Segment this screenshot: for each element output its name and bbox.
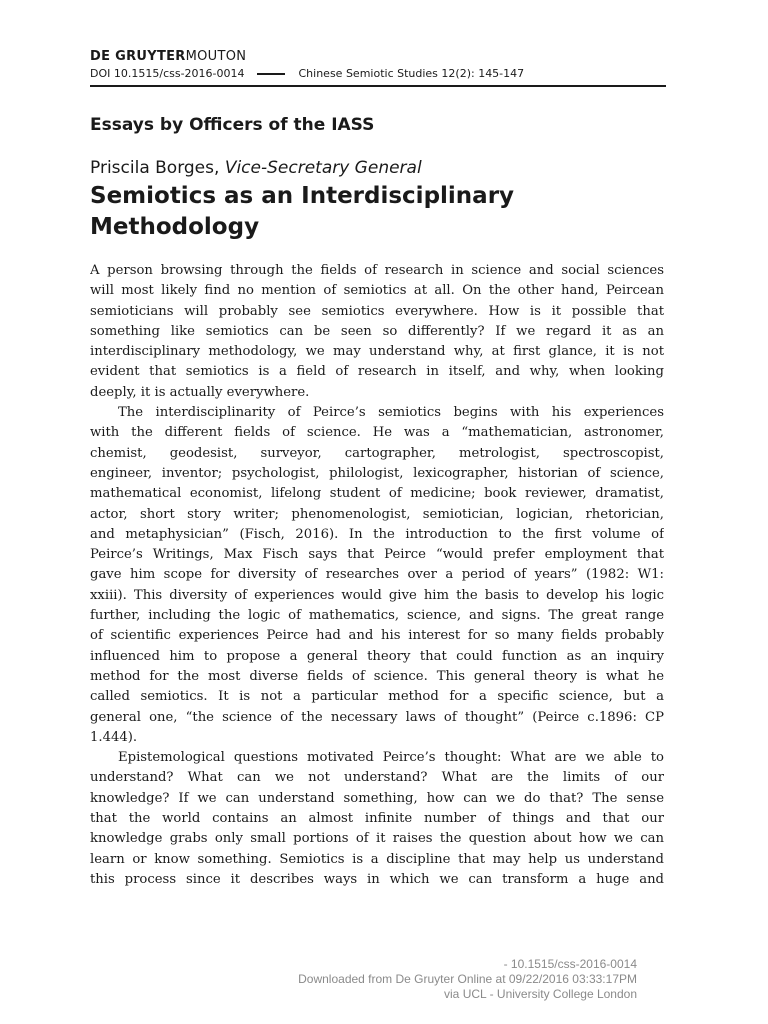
body-line: called semiotics. It is not a particular method for a specific science, but a: [90, 689, 664, 705]
body-line: xxiii). This diversity of experiences would give him the basis to develop his logic: [90, 587, 664, 603]
body-line: knowledge grabs only small portions of it raises the question about how we can: [90, 831, 664, 847]
body-line: knowledge? If we can understand something, how can we do that? The sense: [90, 790, 664, 806]
body-line: Epistemological questions motivated Peirce’s thought: What are we able to: [118, 750, 664, 766]
body-line: semioticians will probably see semiotics everywhere. How is it possible that: [90, 303, 664, 319]
body-line: further, including the logic of mathematics, science, and signs. The great range: [90, 608, 664, 624]
body-line: that the world contains an almost infinite number of things and that our: [90, 811, 664, 827]
body-line: influenced him to propose a general theory that could function as an inquiry: [90, 648, 664, 664]
body-line: learn or know something. Semiotics is a discipline that may help us understand: [90, 851, 664, 867]
header-dash: [257, 73, 285, 75]
body-line: will most likely find no mention of semiotics at all. On the other hand, Peircean: [90, 283, 664, 299]
footer-doi: - 10.1515/css-2016-0014: [503, 957, 637, 971]
body-line: chemist, geodesist, surveyor, cartographer, metrologist, spectroscopist,: [90, 445, 664, 461]
paragraph-1: [90, 261, 664, 403]
body-line: A person browsing through the fields of research in science and social sciences: [90, 263, 664, 278]
body-line: interdisciplinary methodology, we may understand why, at first glance, it is not: [90, 344, 664, 360]
author-line: [90, 158, 422, 178]
body-line: Peirce’s Writings, Max Fisch says that Peirce “would prefer employment that: [90, 547, 664, 563]
section-title: Essays by Officers of the IASS: [90, 115, 375, 135]
title-line: Methodology: [90, 214, 260, 240]
article-body: [90, 261, 664, 890]
paragraph-2: [90, 403, 664, 748]
author-role: Vice-Secretary General: [224, 158, 422, 178]
body-line: evident that semiotics is a field of research in itself, and why, when looking: [90, 364, 664, 380]
title-line: Semiotics as an Interdisciplinary: [90, 183, 515, 209]
body-line: actor, short story writer; phenomenologist, semiotician, logician, rhetorician,: [90, 506, 664, 522]
journal-citation: Chinese Semiotic Studies 12(2): 145-147: [298, 67, 525, 80]
header-rule: [90, 85, 666, 87]
publisher-name: DE GRUYTER: [90, 49, 186, 64]
body-line: The interdisciplinarity of Peirce’s semiotics begins with his experiences: [118, 405, 664, 421]
body-line: understand? What can we not understand? What are the limits of our: [90, 770, 664, 786]
download-footer: [298, 957, 637, 1002]
body-line: mathematical economist, lifelong student of medicine; book reviewer, dramatist,: [90, 486, 664, 502]
body-line: with the different fields of science. He was a “mathematician, astronomer,: [90, 425, 664, 441]
body-line: 1.444).: [90, 729, 138, 745]
body-line: deeply, it is actually everywhere.: [90, 384, 310, 400]
doi: DOI 10.1515/css-2016-0014: [90, 67, 245, 80]
article-title: [90, 181, 650, 243]
doi-line: [90, 67, 524, 80]
footer-via: via UCL - University College London: [444, 987, 637, 1001]
body-line: of scientific experiences Peirce had and his interest for so many fields probably: [90, 628, 664, 644]
publisher-logo: [90, 49, 246, 64]
publisher-imprint: MOUTON: [185, 49, 247, 64]
body-line: something like semiotics can be seen so differently? If we regard it as an: [90, 323, 664, 339]
body-line: this process since it describes ways in which we can transform a huge and: [90, 871, 664, 887]
body-line: method for the most diverse fields of science. This general theory is what he: [90, 668, 664, 684]
body-line: engineer, inventor; psychologist, philologist, lexicographer, historian of science,: [90, 465, 664, 481]
body-line: general one, “the science of the necessary laws of thought” (Peirce c.1896: CP: [90, 709, 664, 725]
paragraph-3: [90, 748, 664, 890]
author-name: Priscila Borges,: [90, 158, 220, 178]
footer-downloaded: Downloaded from De Gruyter Online at 09/22/2016 03:33:17PM: [298, 972, 637, 986]
body-line: gave him scope for diversity of researches over a period of years” (1982: W1:: [90, 567, 664, 583]
body-line: and metaphysician” (Fisch, 2016). In the introduction to the first volume of: [90, 526, 664, 542]
